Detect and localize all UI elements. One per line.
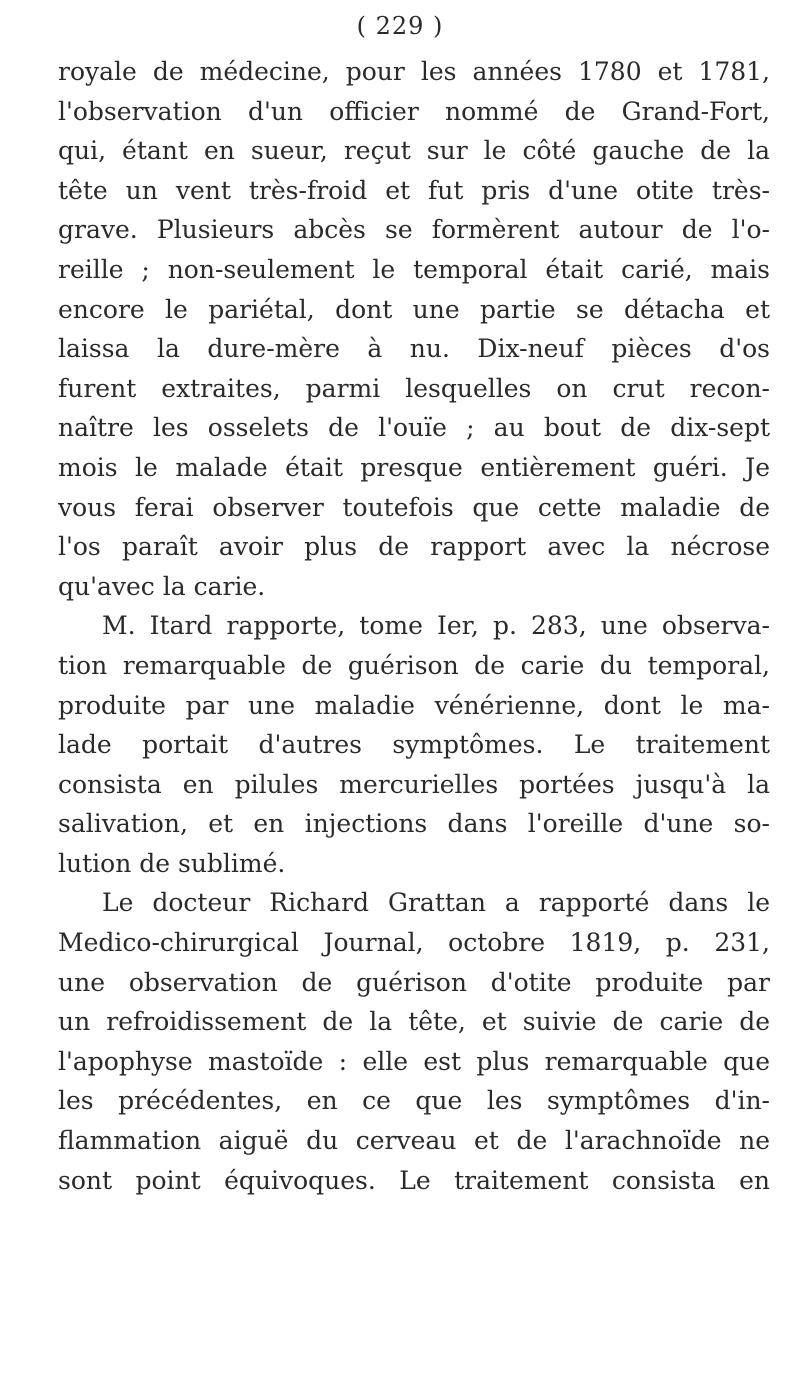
text-line: sont point équivoques. Le traitement consista en [58,1165,770,1195]
text-line: Le docteur Richard Grattan a rapporté dans le [102,888,770,918]
text-line: grave. Plusieurs abcès se formèrent autour de l'o- [58,215,770,245]
text-line: l'os paraît avoir plus de rapport avec la nécrose [58,532,770,562]
text-line: naître les osselets de l'ouïe ; au bout de dix-sept [58,413,770,443]
text-line: salivation, et en injections dans l'oreille d'une so- [58,809,770,839]
text-line: vous ferai observer toutefois que cette maladie de [58,492,770,522]
text-line: Medico-chirurgical Journal, octobre 1819, p. 231, [58,928,770,958]
text-line: qu'avec la carie. [58,571,266,601]
text-line: tête un vent très-froid et fut pris d'une otite très- [58,175,770,205]
text-line: mois le malade était presque entièrement guéri. Je [58,452,770,482]
text-line: l'observation d'un officier nommé de Grand-Fort, [58,96,770,126]
text-line: un refroidissement de la tête, et suivie de carie de [58,1007,770,1037]
text-line: furent extraites, parmi lesquelles on crut recon- [58,373,770,403]
page-number: ( 229 ) [356,12,444,40]
text-line: l'apophyse mastoïde : elle est plus remarquable que [58,1046,770,1076]
text-line: qui, étant en sueur, reçut sur le côté gauche de la [58,136,770,166]
body-text [58,52,770,1200]
text-line: M. Itard rapporte, tome Ier, p. 283, une observa- [102,611,770,641]
text-line: flammation aiguë du cerveau et de l'arachnoïde ne [58,1126,770,1156]
text-line: les précédentes, en ce que les symptômes d'in- [58,1086,770,1116]
text-line: une observation de guérison d'otite produite par [58,967,770,997]
text-line: royale de médecine, pour les années 1780 et 1781, [58,57,770,86]
text-line: encore le pariétal, dont une partie se détacha et [58,294,770,324]
text-line: lution de sublimé. [58,848,286,878]
text-line: laissa la dure-mère à nu. Dix-neuf pièces d'os [58,334,770,364]
text-line: reille ; non-seulement le temporal était carié, mais [58,254,770,284]
text-line: produite par une maladie vénérienne, dont le ma- [58,690,770,720]
text-line: tion remarquable de guérison de carie du temporal, [58,650,770,680]
text-line: lade portait d'autres symptômes. Le traitement [58,730,770,760]
text-line: consista en pilules mercurielles portées jusqu'à la [58,769,770,799]
